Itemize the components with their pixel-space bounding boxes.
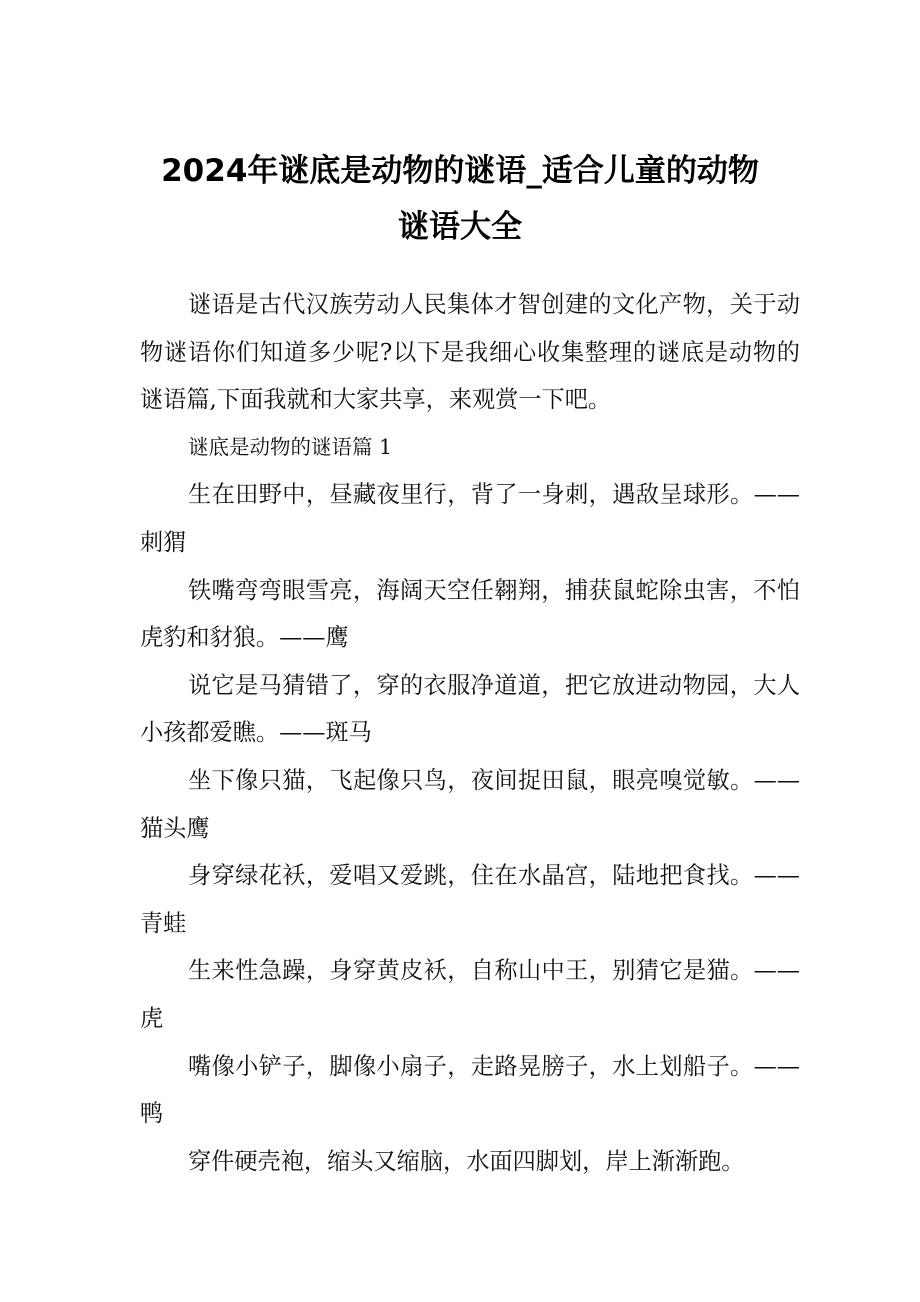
riddle-paragraph: 嘴像小铲子，脚像小扇子，走路晃膀子，水上划船子。——鸭 [140,1052,800,1128]
riddle-paragraph: 生来性急躁，身穿黄皮袄，自称山中王，别猜它是猫。——虎 [140,957,800,1032]
document-body [140,281,800,1185]
intro-paragraph: 谜语是古代汉族劳动人民集体才智创建的文化产物，关于动物谜语你们知道多少呢?以下是我细心收集整理的谜底是动物的谜语篇,下面我就和大家共享，来观赏一下吧。 [140,291,800,414]
section-heading: 谜底是动物的谜语篇 1 [188,434,393,459]
riddle-paragraph: 身穿绿花袄，爱唱又爱跳，住在水晶宫，陆地把食找。——青蛙 [140,862,800,937]
riddle-paragraph: 穿件硬壳袍，缩头又缩脑，水面四脚划，岸上渐渐跑。 [188,1147,745,1175]
riddle-paragraph: 铁嘴弯弯眼雪亮，海阔天空任翱翔，捕获鼠蛇除虫害，不怕虎豹和豺狼。——鹰 [140,576,800,652]
riddle-paragraph: 说它是马猜错了，穿的衣服净道道，把它放进动物园，大人小孩都爱瞧。——斑马 [140,671,800,747]
riddle-paragraph: 坐下像只猫，飞起像只鸟，夜间捉田鼠，眼亮嗅觉敏。——猫头鹰 [140,766,800,842]
riddle-paragraph: 生在田野中，昼藏夜里行，背了一身刺，遇敌呈球形。——刺猬 [140,481,800,556]
document-title-line-1: 2024年谜底是动物的谜语_适合儿童的动物 [161,153,759,189]
document-title-line-2: 谜语大全 [398,209,522,245]
